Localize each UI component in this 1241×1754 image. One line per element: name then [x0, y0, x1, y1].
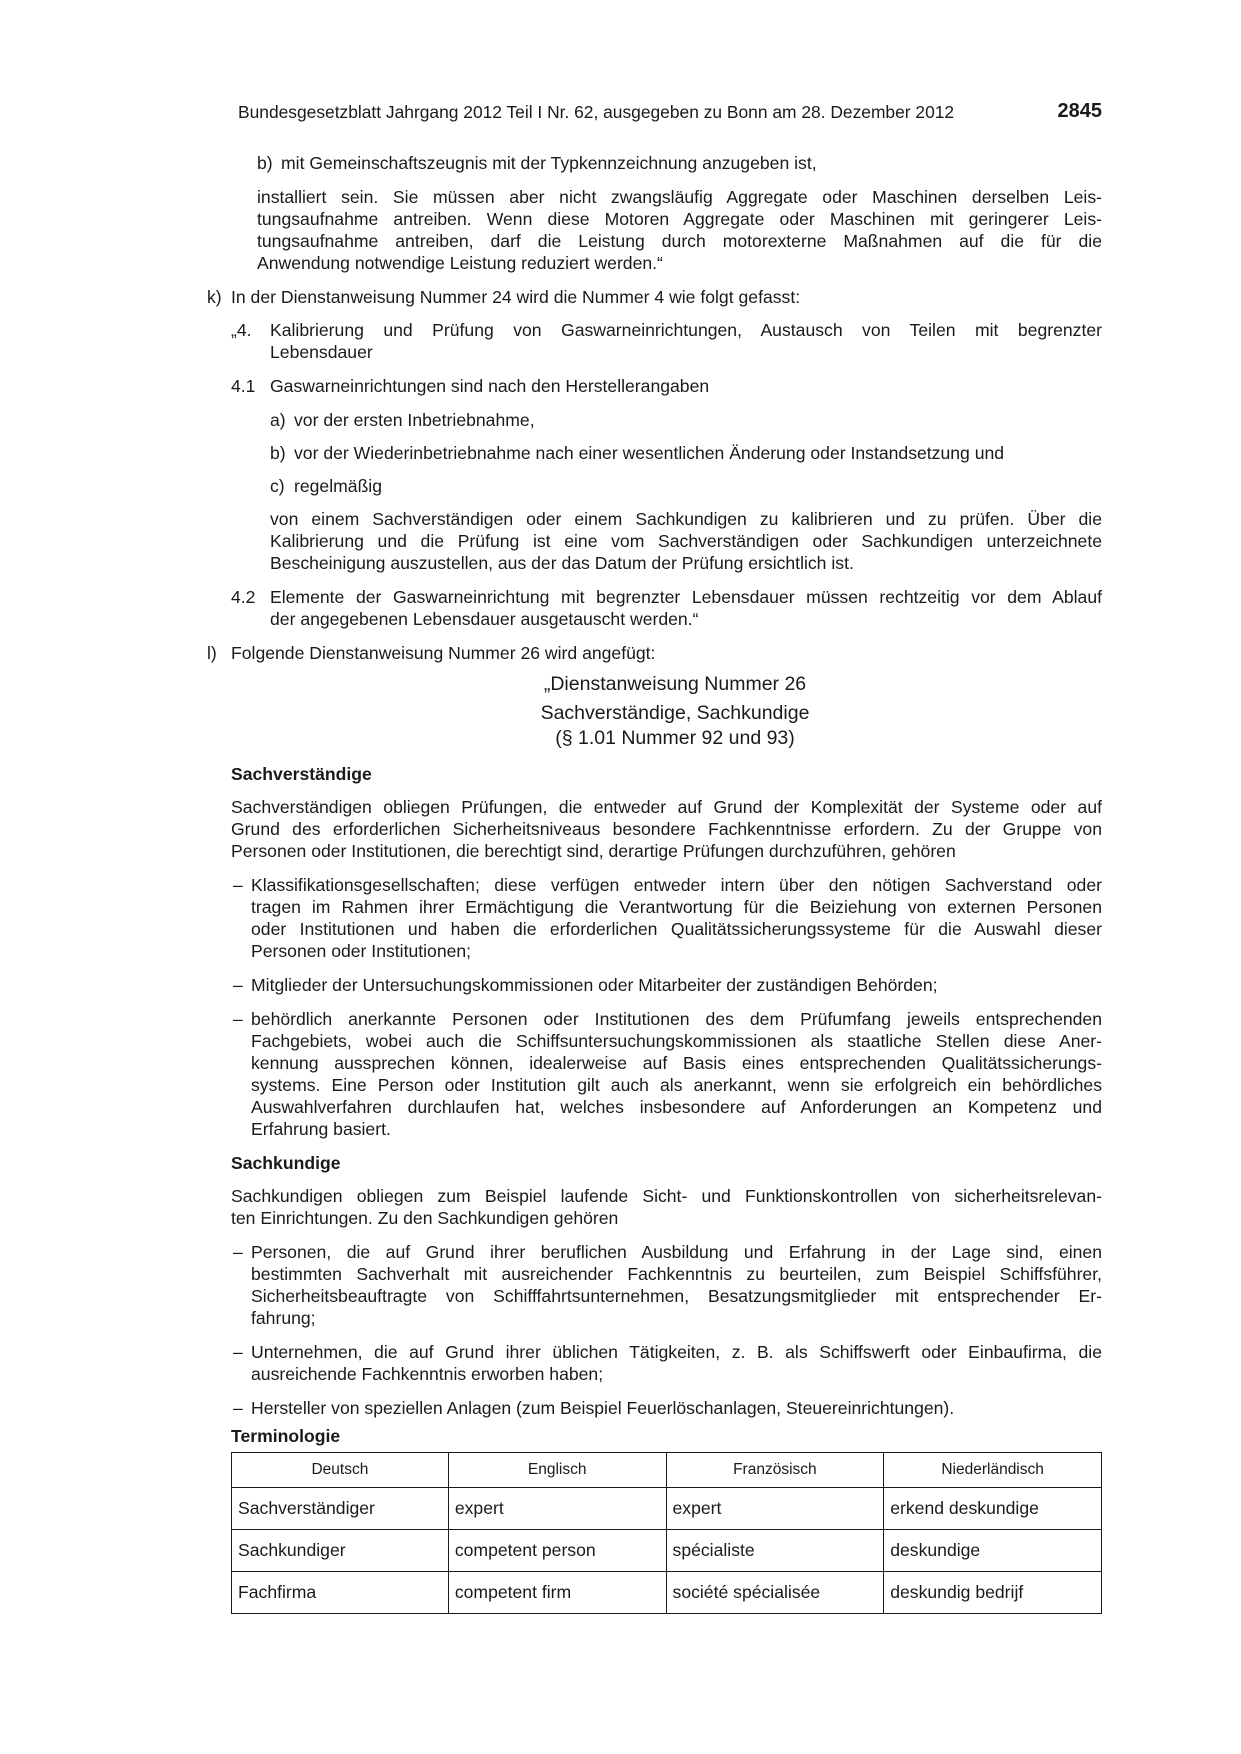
bullet-dash: – [233, 1398, 243, 1418]
sub-item-label: c) [270, 476, 285, 496]
table-row [232, 1488, 1102, 1530]
bullet-line: Mitglieder der Untersuchungskommissionen oder Mitarbeiter der zuständigen Behörden; [251, 975, 938, 995]
bullet-line: fahrung; [251, 1308, 316, 1328]
bullet-line: bestimmten Sachverhalt mit ausreichender Fachkenntnis zu beurteilen, zum Beispiel Schiffsführer, [251, 1264, 1102, 1284]
page-number: 2845 [1057, 100, 1102, 122]
bullet-line: Auswahlverfahren durchlaufen hat, welches insbesondere auf Anforderungen an Kompetenz und [251, 1097, 1102, 1117]
bullet-line: Personen oder Institutionen; [251, 941, 472, 961]
table-cell: Sachverständiger [232, 1488, 449, 1530]
bullet-line: behördlich anerkannte Personen oder Institutionen des dem Prüfumfang jeweils entsprechenden [251, 1009, 1102, 1029]
header-title: Bundesgesetzblatt Jahrgang 2012 Teil I Nr. 62, ausgegeben zu Bonn am 28. Dezember 2012 [238, 102, 955, 122]
bullet-line: Unternehmen, die auf Grund ihrer üblichen Tätigkeiten, z. B. als Schiffswerft oder Einbaufirma, die [251, 1342, 1102, 1362]
section-heading: Sachverständige [231, 764, 372, 784]
paragraph-line: Sachverständigen obliegen Prüfungen, die entweder auf Grund der Komplexität der Systeme oder auf [231, 797, 1102, 817]
sub-item-text: vor der Wiederinbetriebnahme nach einer wesentlichen Änderung oder Instandsetzung und [294, 443, 1005, 463]
section-41-label: 4.1 [231, 376, 256, 396]
paragraph-line: tungsaufnahme antreiben, darf die Leistung durch motorexterne Maßnahmen auf die für die [257, 231, 1102, 251]
paragraph-line: Bescheinigung auszustellen, aus der das Datum der Prüfung ersichtlich ist. [270, 553, 854, 573]
item-k-label: k) [207, 287, 222, 307]
item-b-label: b) [257, 153, 273, 173]
bullet-line: oder Institutionen und haben die erforderlichen Qualitätssicherungssysteme für die Auswahl dieser [251, 919, 1102, 939]
column-header: Niederländisch [884, 1453, 1102, 1488]
page-header [238, 100, 1102, 124]
bullet-dash: – [233, 1342, 243, 1362]
bullet-dash: – [233, 875, 243, 895]
paragraph-line: von einem Sachverständigen oder einem Sachkundigen zu kalibrieren und zu prüfen. Über die [270, 509, 1102, 529]
bullet-line: kennung aussprechen können, idealerweise auf Basis eines entsprechenden Qualitätssicherungs- [251, 1053, 1102, 1073]
bullet-line: Klassifikationsgesellschaften; diese verfügen entweder intern über den nötigen Sachverstand oder [251, 875, 1102, 895]
sub-item-text: vor der ersten Inbetriebnahme, [294, 410, 535, 430]
section-42-label: 4.2 [231, 587, 256, 607]
paragraph-line: Anwendung notwendige Leistung reduziert werden.“ [257, 253, 663, 273]
item-l-text: Folgende Dienstanweisung Nummer 26 wird angefügt: [231, 643, 656, 663]
item-l-label: l) [207, 643, 217, 663]
column-header: Deutsch [232, 1453, 449, 1488]
terminology-table [231, 1452, 1102, 1614]
section-41-text: Gaswarneinrichtungen sind nach den Herstellerangaben [270, 376, 710, 396]
table-cell: Fachfirma [232, 1572, 449, 1614]
table-header-row [232, 1453, 1102, 1488]
paragraph-line: tungsaufnahme antreiben. Wenn diese Motoren Aggregate oder Maschinen mit geringerer Leis- [257, 209, 1102, 229]
section-4-title-line: Lebensdauer [270, 342, 373, 362]
item-k-text: In der Dienstanweisung Nummer 24 wird die Nummer 4 wie folgt gefasst: [231, 287, 801, 307]
bullet-dash: – [233, 1242, 243, 1262]
table-cell: spécialiste [666, 1530, 884, 1572]
table-row [232, 1572, 1102, 1614]
bullet-line: Erfahrung basiert. [251, 1119, 391, 1139]
sub-item-text: regelmäßig [294, 476, 383, 496]
bullet-line: Fachgebiets, wobei auch die Schiffsuntersuchungskommissionen als staatliche Stellen diese Aner- [251, 1031, 1102, 1051]
bullet-line: tragen im Rahmen ihrer Ermächtigung die Verantwortung für die Beiziehung von externen Personen [251, 897, 1102, 917]
paragraph-line: Elemente der Gaswarneinrichtung mit begrenzter Lebensdauer müssen rechtzeitig vor dem Ablauf [270, 587, 1102, 607]
da26-title-line: (§ 1.01 Nummer 92 und 93) [555, 727, 795, 749]
column-header: Englisch [448, 1453, 666, 1488]
bullet-line: Sicherheitsbeauftragte von Schifffahrtsunternehmen, Besatzungsmitglieder mit entsprechender Er- [251, 1286, 1102, 1306]
da26-title-line: „Dienstanweisung Nummer 26 [543, 673, 807, 695]
column-header: Französisch [666, 1453, 884, 1488]
bullet-line: Hersteller von speziellen Anlagen (zum Beispiel Feuerlöschanlagen, Steuereinrichtungen). [251, 1398, 955, 1418]
table-cell: Sachkundiger [232, 1530, 449, 1572]
section-4-label: „4. [231, 320, 252, 340]
table-row [232, 1530, 1102, 1572]
sub-item-label: a) [270, 410, 286, 430]
sub-item-label: b) [270, 443, 286, 463]
bullet-line: systems. Eine Person oder Institution gilt auch als anerkannt, wenn sie erfolgreich ein behördliches [251, 1075, 1102, 1095]
item-b-text: mit Gemeinschaftszeugnis mit der Typkennzeichnung anzugeben ist, [281, 153, 817, 173]
table-cell: competent firm [448, 1572, 666, 1614]
paragraph-line: Sachkundigen obliegen zum Beispiel laufende Sicht- und Funktionskontrollen von sicherheitsrelevan- [231, 1186, 1102, 1206]
table-cell: deskundige [884, 1530, 1102, 1572]
table-cell: competent person [448, 1530, 666, 1572]
table-cell: société spécialisée [666, 1572, 884, 1614]
section-heading: Terminologie [231, 1426, 341, 1446]
paragraph-line: Grund des erforderlichen Sicherheitsniveaus besondere Fachkenntnisse erfordern. Zu der Gruppe von [231, 819, 1102, 839]
bullet-dash: – [233, 975, 243, 995]
section-heading: Sachkundige [231, 1153, 341, 1173]
da26-title-line: Sachverständige, Sachkundige [540, 702, 810, 724]
paragraph-line: Kalibrierung und die Prüfung ist eine vom Sachverständigen oder Sachkundigen unterzeichnete [270, 531, 1102, 551]
bullet-dash: – [233, 1009, 243, 1029]
table-cell: erkend deskundige [884, 1488, 1102, 1530]
paragraph-line: Personen oder Institutionen, die berechtigt sind, derartige Prüfungen durchzuführen, gehören [231, 841, 956, 861]
paragraph-line: der angegebenen Lebensdauer ausgetauscht werden.“ [270, 609, 699, 629]
bullet-line: Personen, die auf Grund ihrer beruflichen Ausbildung und Erfahrung in der Lage sind, einen [251, 1242, 1102, 1262]
bullet-line: ausreichende Fachkenntnis erworben haben; [251, 1364, 604, 1384]
section-4-title-line: Kalibrierung und Prüfung von Gaswarneinrichtungen, Austausch von Teilen mit begrenzter [270, 320, 1102, 340]
table-cell: expert [448, 1488, 666, 1530]
paragraph-line: ten Einrichtungen. Zu den Sachkundigen gehören [231, 1208, 619, 1228]
table-cell: deskundig bedrijf [884, 1572, 1102, 1614]
paragraph-line: installiert sein. Sie müssen aber nicht zwangsläufig Aggregate oder Maschinen derselben Leis- [257, 187, 1102, 207]
table-cell: expert [666, 1488, 884, 1530]
